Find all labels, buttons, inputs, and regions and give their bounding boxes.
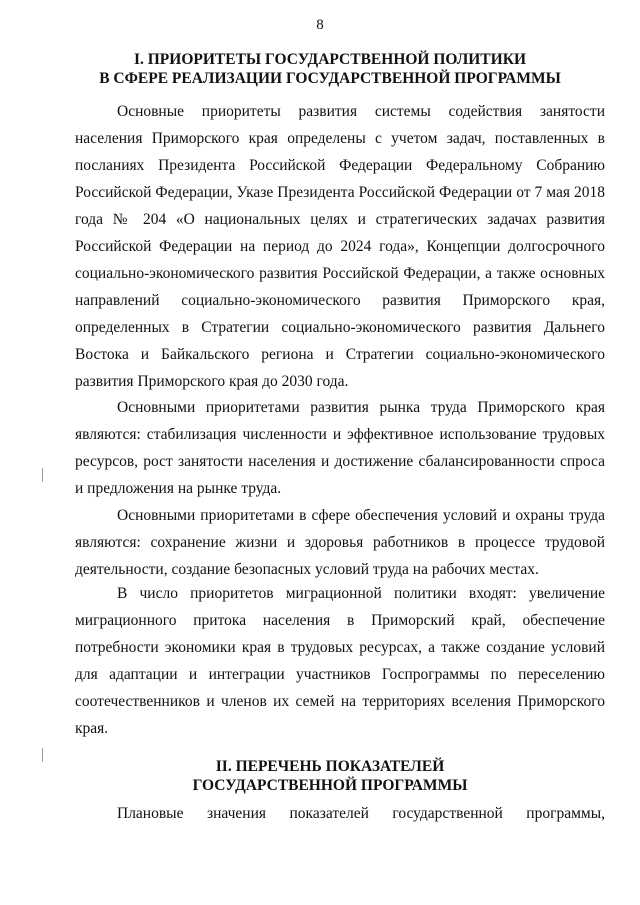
section-2-heading-line-1: II. ПЕРЕЧЕНЬ ПОКАЗАТЕЛЕЙ <box>215 758 445 775</box>
section-2-heading <box>60 757 600 795</box>
section-1-paragraph-4: В число приоритетов миграционной политики входят: увеличение миграционного притока населения в Приморский край, обеспечение потребности экономики края в трудовых ресурсах, а также создание условий для адаптации и интеграции участников Госпрограммы по переселению соотечественников и членов их семей на территориях вселения Приморского края. <box>75 585 605 737</box>
section-1-paragraph-1: Основные приоритеты развития системы содействия занятости населения Приморского края определены с учетом задач, поставленных в посланиях Президента Российской Федерации Федеральному Собранию Российской Федерации, Указе Президента Российской Федерации от 7 мая 2018 года № 204 «О национальных целях и стратегических задачах развития Российской Федерации на период до 2024 года», Концепции долгосрочного социально-экономического развития Российской Федерации, а также основных направлений социально-экономического развития Приморского края, определенных в Стратегии социально-экономического развития Дальнего Востока и Байкальского региона и Стратегии социально-экономического развития Приморского края до 2030 года. <box>75 103 605 390</box>
section-1-paragraph-2: Основными приоритетами развития рынка труда Приморского края являются: стабилизация численности и эффективное использование трудовых ресурсов, рост занятости населения и достижение сбалансированности спроса и предложения на рынке труда. <box>75 399 605 497</box>
section-2-paragraph-1: Плановые значения показателей государственной программы, <box>117 805 605 822</box>
scan-margin-mark <box>42 468 43 482</box>
section-2-heading-line-2: ГОСУДАРСТВЕННОЙ ПРОГРАММЫ <box>192 777 468 794</box>
page-number: 8 <box>316 17 324 33</box>
section-1-paragraph-3: Основными приоритетами в сфере обеспечения условий и охраны труда являются: сохранение жизни и здоровья работников в процессе трудовой деятельности, создание безопасных условий труда на рабочих местах. <box>75 507 605 578</box>
section-1-heading-line-2: В СФЕРЕ РЕАЛИЗАЦИИ ГОСУДАРСТВЕННОЙ ПРОГРАММЫ <box>99 70 561 87</box>
section-1-heading-line-1: I. ПРИОРИТЕТЫ ГОСУДАРСТВЕННОЙ ПОЛИТИКИ <box>133 51 527 68</box>
scan-margin-mark <box>42 748 43 762</box>
section-1-heading <box>60 50 600 88</box>
